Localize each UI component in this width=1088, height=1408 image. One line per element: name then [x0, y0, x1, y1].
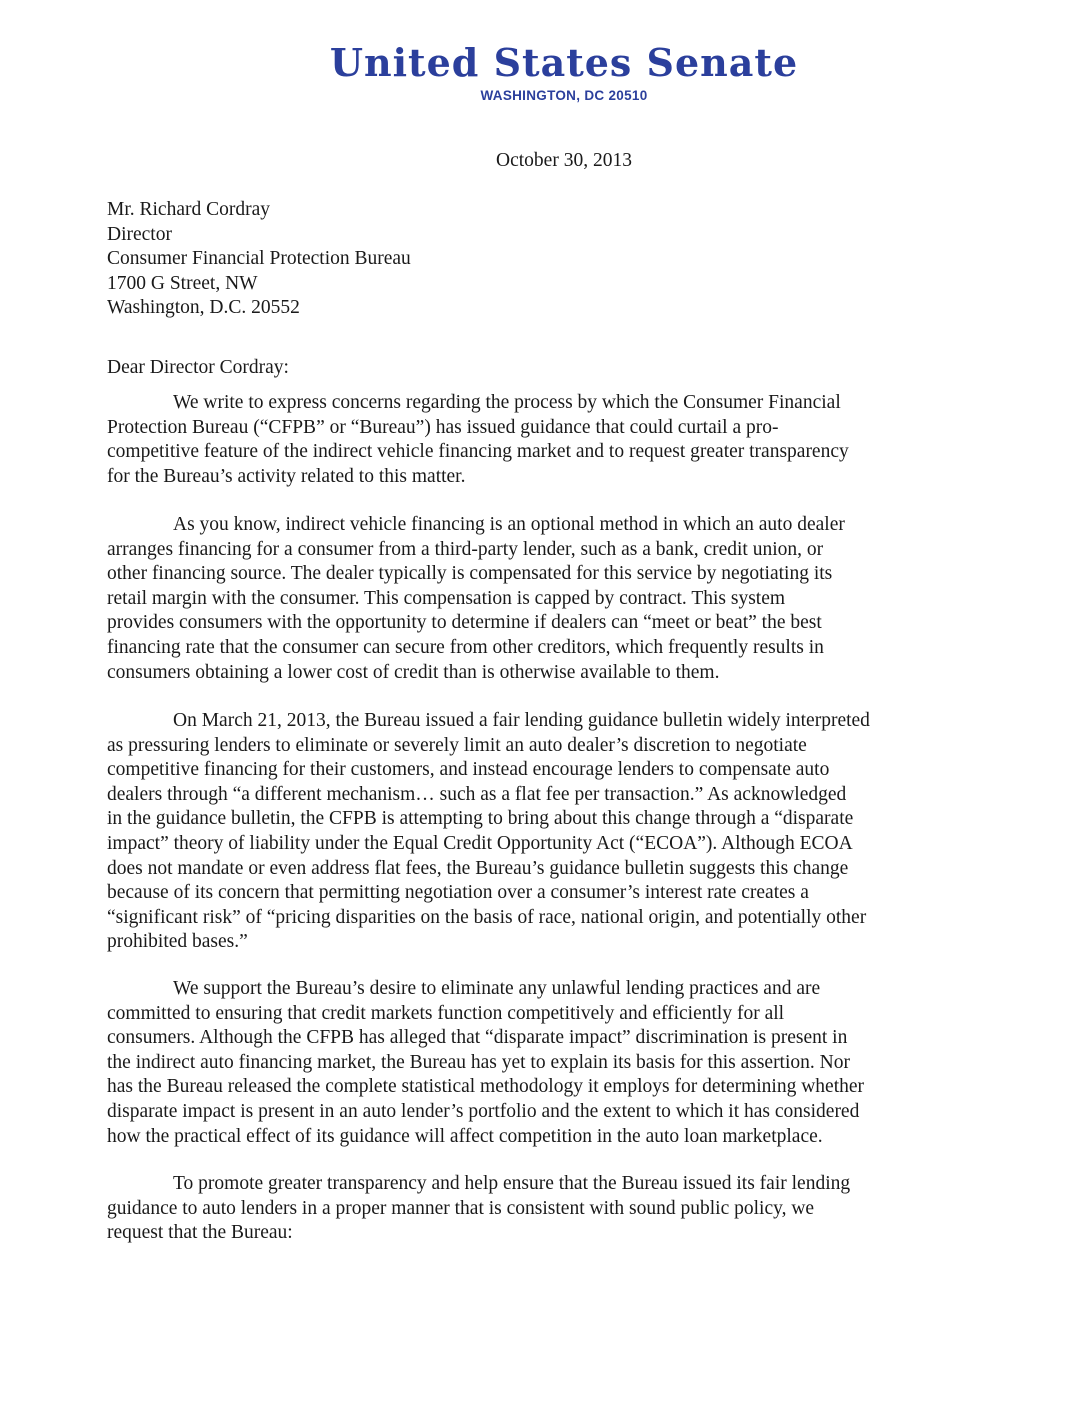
address-line: Director: [107, 223, 172, 245]
paragraph-line: Protection Bureau (“CFPB” or “Bureau”) has issued guidance that could curtail a pro-: [107, 416, 779, 438]
paragraph-line: because of its concern that permitting negotiation over a consumer’s interest rate creates a: [107, 882, 809, 904]
paragraph-line: arranges financing for a consumer from a third-party lender, such as a bank, credit union, or: [107, 538, 824, 560]
paragraph-line: prohibited bases.”: [107, 931, 248, 953]
address-line: Mr. Richard Cordray: [107, 199, 271, 220]
paragraph-line: “significant risk” of “pricing disparities on the basis of race, national origin, and potentially other: [107, 906, 867, 928]
paragraph-line: We write to express concerns regarding the process by which the Consumer Financial: [173, 392, 841, 413]
paragraph-line: does not mandate or even address flat fees, the Bureau’s guidance bulletin suggests this change: [107, 857, 849, 879]
paragraph-1: [107, 391, 943, 489]
paragraph-line: impact” theory of liability under the Equal Credit Opportunity Act (“ECOA”). Although ECOA: [107, 832, 853, 854]
paragraph-line: has the Bureau released the complete statistical methodology it employs for determining whether: [107, 1076, 865, 1098]
paragraph-2: [107, 513, 943, 685]
paragraph-line: the indirect auto financing market, the Bureau has yet to explain its basis for this assertion. Nor: [107, 1051, 850, 1073]
paragraph-line: We support the Bureau’s desire to eliminate any unlawful lending practices and are: [173, 978, 821, 999]
address-line: Consumer Financial Protection Bureau: [107, 248, 411, 269]
paragraph-line: guidance to auto lenders in a proper manner that is consistent with sound public policy, we: [107, 1197, 815, 1219]
paragraph-5: [107, 1172, 943, 1246]
paragraph-line: committed to ensuring that credit markets function competitively and efficiently for all: [107, 1002, 785, 1024]
letter-date: October 30, 2013: [496, 150, 632, 171]
address-line: 1700 G Street, NW: [107, 272, 258, 294]
paragraph-line: dealers through “a different mechanism… such as a flat fee per transaction.” As acknowledged: [107, 783, 847, 805]
salutation: Dear Director Cordray:: [107, 357, 289, 378]
paragraph-line: financing rate that the consumer can secure from other creditors, which frequently results in: [107, 636, 824, 658]
paragraph-line: request that the Bureau:: [107, 1222, 293, 1244]
paragraph-4: [107, 977, 943, 1149]
paragraph-line: retail margin with the consumer. This compensation is capped by contract. This system: [107, 587, 786, 609]
paragraph-line: consumers obtaining a lower cost of credit than is otherwise available to them.: [107, 661, 720, 683]
paragraph-line: On March 21, 2013, the Bureau issued a fair lending guidance bulletin widely interpreted: [173, 710, 870, 731]
address-line: Washington, D.C. 20552: [107, 297, 300, 318]
letterhead: [0, 40, 1088, 103]
recipient-address: [107, 198, 411, 321]
paragraph-line: in the guidance bulletin, the CFPB is attempting to bring about this change through a “disparate: [107, 808, 854, 830]
paragraph-line: other financing source. The dealer typically is compensated for this service by negotiating its: [107, 563, 833, 585]
paragraph-line: To promote greater transparency and help ensure that the Bureau issued its fair lending: [173, 1173, 851, 1194]
paragraph-line: As you know, indirect vehicle financing is an optional method in which an auto dealer: [173, 514, 845, 535]
letterhead-title: United States Senate: [329, 40, 799, 85]
paragraph-line: how the practical effect of its guidance will affect competition in the auto loan marketplace.: [107, 1125, 823, 1147]
paragraph-line: as pressuring lenders to eliminate or severely limit an auto dealer’s discretion to negotiate: [107, 734, 807, 756]
paragraph-line: competitive financing for their customers, and instead encourage lenders to compensate auto: [107, 759, 830, 781]
paragraph-3: [107, 709, 943, 955]
paragraph-line: for the Bureau’s activity related to this matter.: [107, 465, 466, 487]
paragraph-line: disparate impact is present in an auto lender’s portfolio and the extent to which it has considered: [107, 1100, 860, 1122]
paragraph-line: consumers. Although the CFPB has alleged that “disparate impact” discrimination is present in: [107, 1027, 848, 1049]
letterhead-city: WASHINGTON, DC 20510: [480, 88, 648, 103]
paragraph-line: provides consumers with the opportunity to determine if dealers can “meet or beat” the best: [107, 612, 822, 634]
paragraph-line: competitive feature of the indirect vehicle financing market and to request greater transparency: [107, 441, 849, 463]
